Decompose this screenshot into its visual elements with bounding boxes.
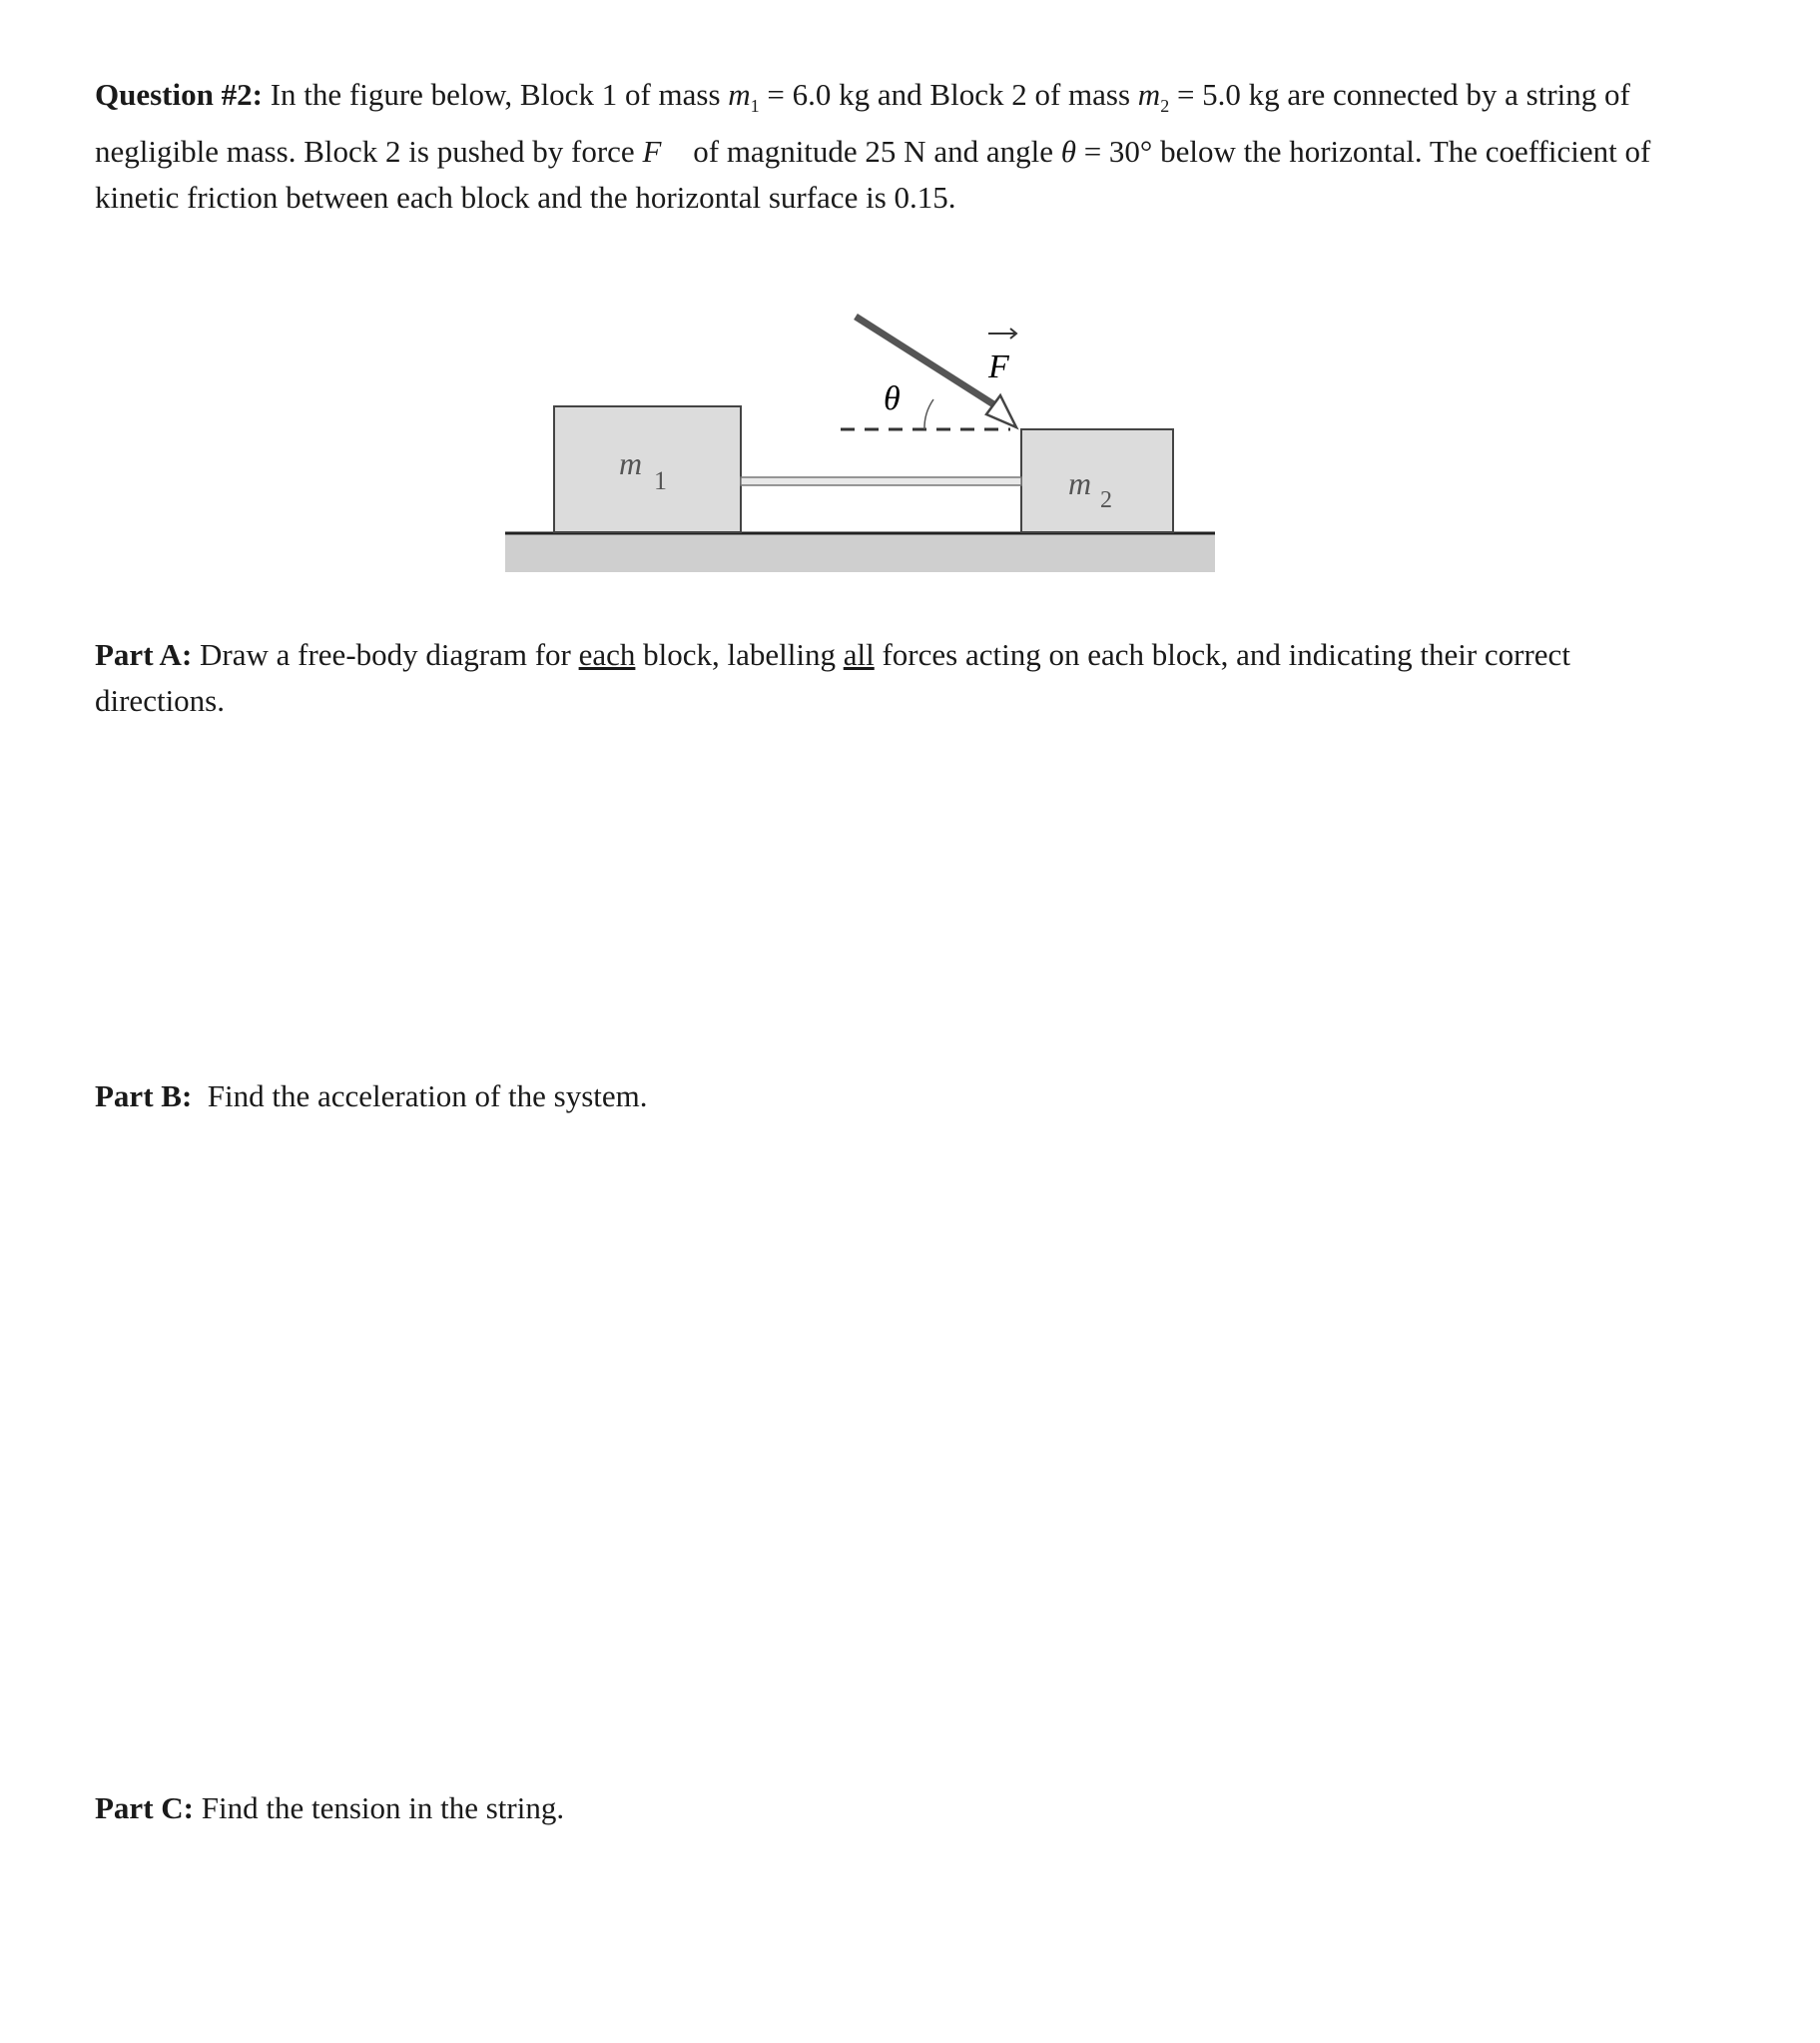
text: = 6.0 kg and Block 2 of mass [759,77,1138,112]
part-b-label: Part B: [95,1078,193,1113]
text: of magnitude 25 N and angle [685,134,1061,170]
force-symbol: F⃗ [642,134,686,170]
part-a [95,632,1572,724]
question-label: Question #2: [95,77,263,112]
m2-subscript: 2 [1160,96,1170,117]
text: block, labelling [635,637,844,672]
text: Find the tension in the string. [193,1790,565,1825]
m1-subscript: 1 [750,96,760,117]
force-arrow-shaft [856,317,998,407]
block-1-subscript: 1 [654,466,667,495]
ground-surface [505,532,1215,572]
m2-symbol: m [1137,77,1161,112]
block-1-label: m [619,445,643,481]
theta-label: θ [884,380,901,417]
text: = 30° below the horizontal. The coefficient of kinetic friction between each block and the horizontal surface is 0.15. [95,134,1651,216]
text: = 5.0 kg are connected by a string of negligible mass. Block 2 is pushed by force [95,77,1630,170]
block-diagram-figure [0,0,1820,619]
underlined-all: all [843,637,875,672]
block-1 [554,406,741,532]
text: In the figure below, Block 1 of mass [262,77,729,112]
underlined-each: each [578,637,636,672]
block-2-subscript: 2 [1100,487,1112,513]
string [741,477,1021,485]
part-a-label: Part A: [95,637,193,672]
force-label: F [988,348,1009,385]
part-c [95,1785,1652,1831]
vector-arrow-icon [988,329,1016,339]
text: Draw a free-body diagram for [192,637,579,672]
text: forces acting on each block, and indicating their correct directions. [95,637,1570,718]
block-2 [1021,429,1173,532]
angle-arc [924,399,933,429]
m1-symbol: m [728,77,751,112]
text: Find the acceleration of the system. [192,1078,648,1113]
part-b [95,1073,1652,1119]
block-2-label: m [1068,465,1092,501]
theta-symbol: θ [1060,134,1076,170]
part-c-label: Part C: [95,1790,194,1825]
